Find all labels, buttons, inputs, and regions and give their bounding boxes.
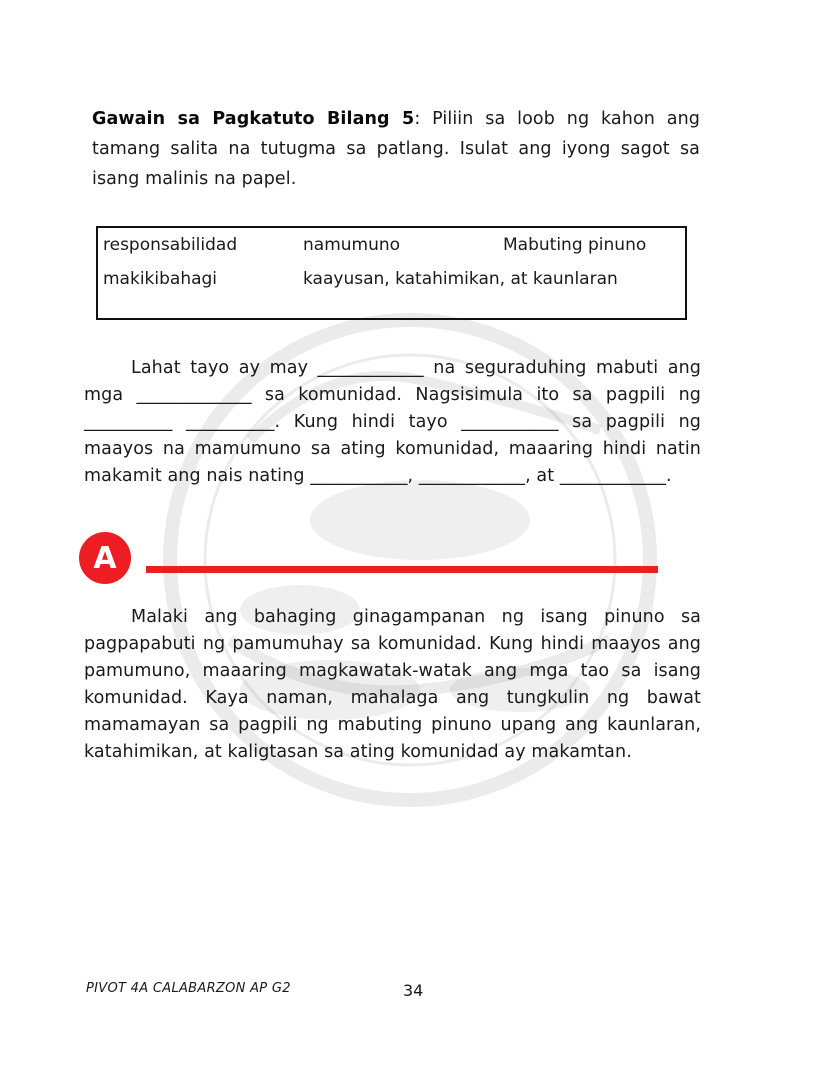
footer-label: PIVOT 4A CALABARZON AP G2: [86, 981, 291, 996]
word-choice: Mabuting pinuno: [503, 235, 647, 255]
page-number: 34: [403, 981, 424, 1000]
instruction-text: : Piliin sa loob ng kahon ang tamang salita na tutugma sa patlang. Isulat ang iyong sagot sa isang malinis na papel.: [92, 109, 700, 189]
section-badge: A: [79, 532, 131, 584]
word-choice: responsabilidad: [103, 235, 238, 255]
reading-paragraph: [84, 604, 701, 766]
paragraph-text: Lahat tayo ay may ____________ na seguraduhing mabuti ang mga _____________ sa komunidad. Nagsisimula ito sa pagpili ng __________ __________. Kung hindi tayo ___________ sa pagpili ng maayos na mamumuno sa ating komunidad, maaaring hindi natin makamit ang nais nating ___________, ____________, at ____________.: [84, 358, 701, 486]
word-choice: makikibahagi: [103, 269, 218, 289]
activity-title: Gawain sa Pagkatuto Bilang 5: [92, 109, 415, 129]
word-choice-box: [96, 226, 687, 320]
section-divider-line: [146, 566, 658, 573]
activity-instructions: [92, 104, 700, 194]
paragraph-text: Malaki ang bahaging ginagampanan ng isang pinuno sa pagpapabuti ng pamumuhay sa komunidad. Kung hindi maayos ang pamumuno, maaaring magkawatak-watak ang mga tao sa isang komunidad. Kaya naman, mahalaga ang tungkulin ng bawat mamamayan sa pagpili ng mabuting pinuno upang ang kaunlaran, katahimikan, at kaligtasan sa ating komunidad ay makamtan.: [84, 607, 701, 762]
word-choice: kaayusan, katahimikan, at kaunlaran: [303, 269, 618, 289]
fill-in-blank-paragraph: [84, 355, 701, 490]
word-choice: namumuno: [303, 235, 401, 255]
